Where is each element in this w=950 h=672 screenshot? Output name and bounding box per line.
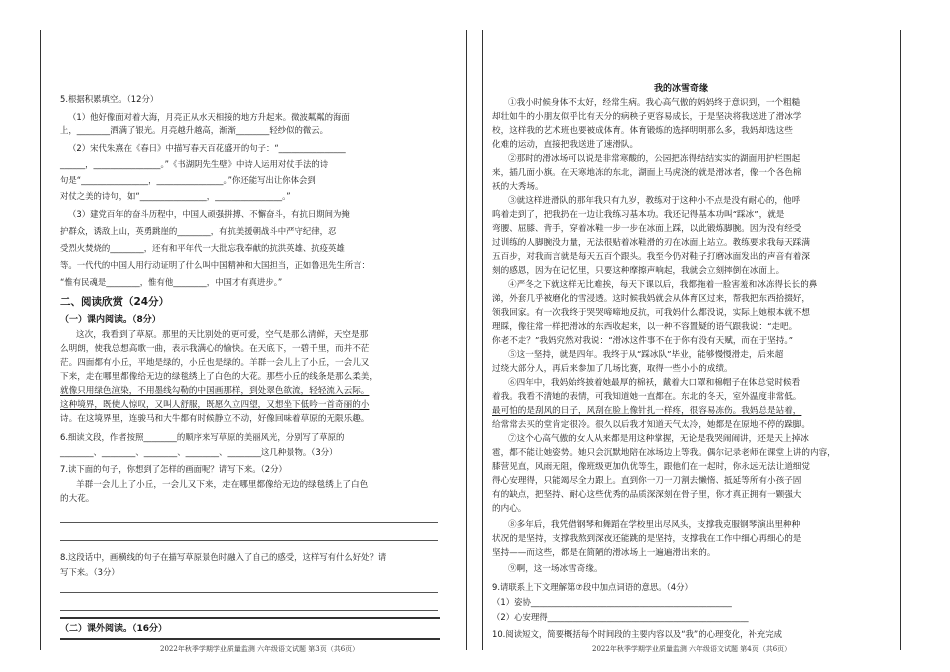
passage-line: 么明朗，使我总想高歌一曲，表示我满心的愉快。在天底下，一碧千里，而并不茫: [60, 344, 370, 354]
article-title: 我的冰雪奇缘: [654, 84, 709, 94]
passage-line: 这次，我看到了草原。那里的天比别处的更可爱，空气是那么清鲜，天空是那: [76, 330, 369, 340]
article-line: 涕，外套几乎被磨化的雪浸透。这时候我妈就会从体育区过来，帮我把东西拾掇好，: [492, 294, 810, 304]
article-line: 过绕大部分人，再后来参加了几场比赛，取得一些小小的成绩。: [492, 364, 733, 374]
question-6-line: 6.细读文段，作者按照________的顺序来写草原的美丽风光，分别写了草原的: [60, 432, 345, 442]
subsection-divider: [60, 638, 440, 640]
question-6-line: ________、________、________、________、________这几种景物。（3分）: [60, 447, 338, 457]
article-line: ⑥四年中，我妈始终披着她最厚的棉袄，戴着大口罩和棉帽子在体总觉时候看: [508, 378, 801, 388]
exam-page-4: [492, 32, 872, 652]
article-line: 校，这样我的艺术班也要被成体育。体育锻炼的选择明明那么多，我妈却选这些: [492, 126, 793, 136]
article-underlined-line: 最可怕的是刮风的日子，风刮在脸上像针扎一样疼，很容易冻伤。我妈总是站着，: [492, 406, 802, 416]
article-line: ①我小时候身体不太好，经常生病。我心高气傲的妈妈终于意识到，一个粗糙: [508, 98, 801, 108]
article-line: 状况的是坚持，支撑我熬到深夜还能跳的是坚持，支撑我在工作中细心再细心的是: [492, 534, 802, 544]
subsection-2-heading: （二）课外阅读。（16分）: [60, 624, 168, 634]
question-8-line: 8.这段话中，画横线的句子在描写草原景色时融入了自己的感受，这样写有什么好处？请: [60, 552, 387, 562]
question-5-heading: 5.根据积累填空。（12分）: [60, 94, 159, 104]
subsection-1-heading: （一）课内阅读。（8分）: [60, 315, 161, 325]
article-line: 得心安理得，只能竭尽全力跟上。直到你一刀一刀割去懒惰、抵延等所有小孩子固: [492, 476, 802, 486]
article-line: 袄的大秀场。: [492, 182, 544, 192]
question-7-quote: 羊群一会儿上了小丘，一会儿又下来，走在哪里都像给无边的绿毯绣上了白色: [76, 480, 369, 490]
page-footer: 2022年秋季学期学业质量监测 六年级语文试题 第4页（共6页）: [592, 645, 792, 653]
page-footer: 2022年秋季学期学业质量监测 六年级语文试题 第3页（共6页）: [160, 645, 360, 653]
article-line: 给常常去买的堂肯定很冷。很久以后我才知道天气太冷，她都是在原地不停的跺脚。: [492, 420, 810, 430]
article-line: ⑦这个心高气傲的女人从来都是用这种掌握，无论是我哭闹闹讲，还是天上掉冰: [508, 434, 809, 444]
article-line: 刻的感恩，因为在记忆里，只要这种摩擦声响起，我就会立刻摔倒在冰面上。: [492, 266, 785, 276]
question-7-prompt: 7.读下面的句子，你想到了怎样的画面呢？请写下来。（2分）: [60, 464, 287, 474]
answer-line[interactable]: [60, 540, 438, 541]
passage-line: 茫。四面都有小丘，平地是绿的，小丘也是绿的。羊群一会儿上了小丘，一会儿又: [60, 358, 370, 368]
passage-underlined-line: 这种境界，既使人惊叹，又叫人舒服，既愿久立四望，又想坐下低吟一首奇丽的小: [60, 400, 370, 410]
question-5-line: （3）建党百年的奋斗历程中，中国人顽强拼搏、不懈奋斗，有抗日期间为掩: [68, 209, 350, 219]
question-5-line: 句是“________________，________________。”你还能写出让你体会到: [60, 175, 316, 185]
article-line: 来，插几面小旗。在天寒地冻的东北，湖面上马虎浇的就是滑冰者，像一个各色棉: [492, 168, 802, 178]
article-line: 你老不走？”我妈究然对我说：“滑冰这件事不在于你有没有天赋，而在于坚持。”: [492, 336, 794, 346]
passage-line: 诗。在这境界里，连骏马和大牛都有时候静立不动，好像回味着草原的无限乐趣。: [60, 414, 370, 424]
question-9-heading: 9.请联系上下文理解第⑦段中加点词语的意思。（4分）: [492, 582, 693, 592]
question-5-line: （2）宋代朱熹在《春日》中描写春天百花盛开的句子：“________________: [68, 143, 346, 153]
article-line: 膝营见直，风雨无阻，像班级更加仇优等生，跟他们在一起时，你永远无法让道细觉: [492, 462, 810, 472]
question-9-item[interactable]: （1）姿协________________________________________________: [492, 597, 732, 607]
question-5-line: “惟有民魂是________，惟有他________，中国才有真进步。”: [60, 277, 283, 287]
article-line: ③就这样进滑队的那年我只有九岁，教练对于这种小不点是没有耐心的，他呼: [508, 196, 801, 206]
question-5-line: 受烈火焚烧的________，还有和平年代一大批忘我奉献的抗洪英雄、抗疫英雄: [60, 243, 345, 253]
article-line: 呜着走到了，把我扔在一边让我练习基本功。我还记得基本功叫“踩冰”，就是: [492, 210, 785, 220]
passage-underlined-line: 就像只用绿色渲染，不用墨线勾勒的中国画那样，到处翠色欲流，轻轻流入云际。: [60, 386, 370, 396]
question-5-line: 上，________洒满了银光。月亮越升越高，渐渐________轻纱似的微云。: [60, 125, 328, 135]
article-line: 坚持——而这些，都是在简陋的滑冰场上一遍遍滑出来的。: [492, 548, 716, 558]
subsection-divider: [60, 617, 440, 619]
question-5-line: （1）他好像面对着大海，月亮正从水天相接的地方升起来。微波粼粼的海面: [68, 112, 350, 122]
article-line: 领我回家。有一次我终于哭哭啼啼地反抗，可我妈什么都没说，实际上她根本就不想: [492, 308, 810, 318]
answer-line[interactable]: [60, 522, 438, 523]
article-line: 五百步，对我而言就是每天五百个跟头。我至今仍对鞋子打磨冰面发出的声音有着深: [492, 252, 810, 262]
question-10-prompt: 10.阅读短文，简要概括每个时间段的主要内容以及“我”的心理变化，补充完成: [492, 629, 782, 639]
question-5-line: 对仗之美的诗句，如“________________，________________。”: [60, 191, 291, 201]
article-line: ⑧多年后，我凭借钢琴和舞蹈在学校里出尽风头，支撑我克服钢琴演出里种种: [508, 520, 801, 530]
article-line: 过训练的人脚腕没力量，无法很贴着冰鞋滑的刃在冰面上站立。教练要求我每天踩满: [492, 238, 810, 248]
section-2-heading: 二、阅读欣赏（24分）: [60, 296, 170, 308]
article-line: 的内心。: [492, 504, 527, 514]
question-8-line: 写下来。（3分）: [60, 567, 120, 577]
left-page-border: [40, 30, 41, 650]
article-line: 雹，都不能让她姿势。她只会沉默地陪在冰场边上等我。偶尔记录老师在课堂上讲的内容，: [492, 448, 836, 458]
question-7-quote: 的大花。: [60, 494, 95, 504]
article-line: 着我。我看不清她的表情，可我知道她一直都在。东北的冬天，室外温度非常低。: [492, 392, 802, 402]
article-line: 理睬，像往常一样把滑冰的东西收起来，以一种不容置疑的语气跟我说：“走吧。: [492, 322, 798, 332]
article-line: 化难的运动，直接把我送进了速滑队。: [492, 140, 639, 150]
article-line: 弯腰、屈膝、背手，穿着冰鞋一步一步在冰面上踩，以此锻炼脚腕。因为没有经受: [492, 224, 802, 234]
passage-line: 下来，走在哪里都像给无边的绿毯绣上了白色的大花。那些小丘的线条是那么柔美，: [60, 372, 378, 382]
question-5-line: 护群众，诱敌上山，英勇跳崖的________，有抗美援朝战斗中严守纪律，忍: [60, 226, 337, 236]
answer-line[interactable]: [60, 610, 438, 611]
right-page-border: [900, 30, 901, 650]
question-9-item[interactable]: （2）心安理得________________________________________________: [492, 612, 749, 622]
exam-page-3: [60, 32, 440, 652]
article-line: ②那时的滑冰场可以说是非常寒酸的，公园把冻得结结实实的湖面用护栏围起: [508, 154, 801, 164]
answer-line[interactable]: [60, 592, 438, 593]
article-line: 有的缺点，把坚持、耐心这些优秀的品质深深刻在骨子里，你才真正拥有一颗强大: [492, 490, 802, 500]
question-5-line: 等。一代代的中国人用行动证明了什么叫中国精神和大国担当，正如鲁迅先生所言：: [60, 260, 370, 270]
article-line: ⑤这一坚持，就是四年。我终于从“踩冰队”毕业，能够慢慢滑走，后来超: [508, 350, 784, 360]
article-line: ④严冬之下就这样无比难挨，每天下课以后，我都拖着一脸害羞和冰冻得长长的鼻: [508, 280, 818, 290]
article-line: 却壮如牛的小朋友似乎比有天分的病秧子更容易成长，于是坚决将我送进了滑冰学: [492, 112, 802, 122]
question-5-line: ______，________________。”《书湖阴先生壁》中诗人运用对仗手法的诗: [60, 159, 329, 169]
center-fold-right: [482, 30, 483, 650]
article-line: ⑨啊，这一场冰雪奇缘。: [508, 564, 603, 574]
center-fold-left: [466, 30, 467, 650]
